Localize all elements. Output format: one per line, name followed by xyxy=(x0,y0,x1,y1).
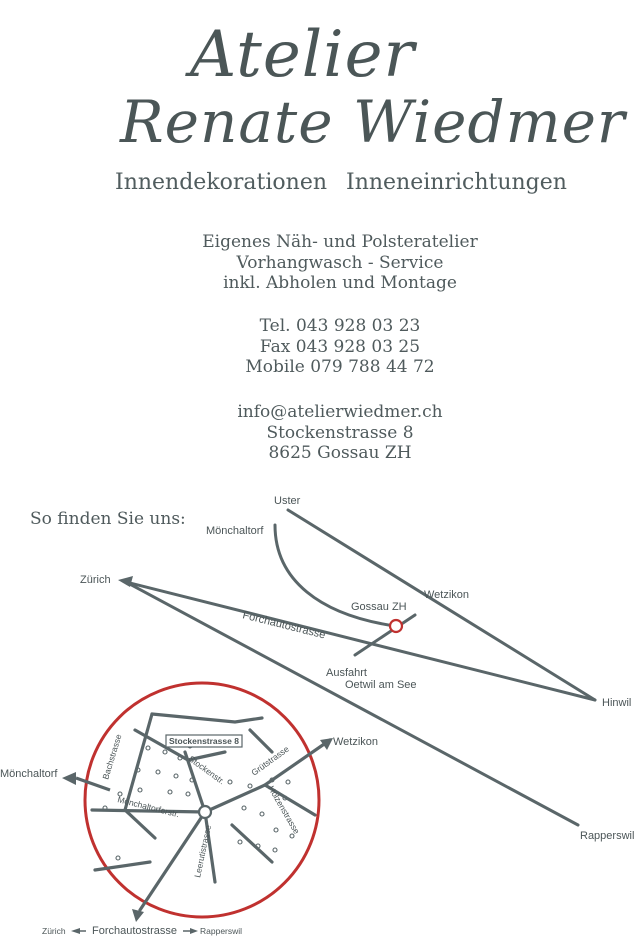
logo-atelier-text: Atelier xyxy=(190,18,416,92)
label-holzenstrasse: Holzenstrasse xyxy=(266,784,302,836)
label-ausfahrt: Ausfahrt xyxy=(326,667,367,679)
email-link[interactable]: info@atelierwiedmer.ch xyxy=(237,402,443,422)
label-gruetstrasse: Grütstrasse xyxy=(249,743,291,778)
arrow-moenchaltorf xyxy=(62,772,76,785)
tagline-innendekorationen: Innendekorationen xyxy=(115,170,328,195)
label-forchautostrasse: Forchautostrasse xyxy=(241,609,327,642)
detail-map xyxy=(62,683,333,922)
label-leerutistrasse: Leerutistrasse xyxy=(192,824,214,879)
detail-label-moenchaltorf: Mönchaltorf xyxy=(0,768,58,780)
label-stockenstrasse-8: Stockenstrasse 8 xyxy=(169,736,239,746)
label-moenchaltorferstr: Mönchaltorferstr. xyxy=(116,794,181,820)
legend-rapperswil: Rapperswil xyxy=(200,926,243,936)
directions-heading: So finden Sie uns: xyxy=(30,509,186,529)
arrow-forchautostrasse xyxy=(132,909,144,922)
label-gossau: Gossau ZH xyxy=(351,601,407,613)
label-oetwil: Oetwil am See xyxy=(345,679,417,691)
label-zuerich: Zürich xyxy=(80,574,111,586)
services-block xyxy=(0,232,641,294)
mobile-number: Mobile 079 788 44 72 xyxy=(245,357,435,377)
street-address: Stockenstrasse 8 xyxy=(266,422,414,443)
phone-number: Tel. 043 928 03 23 xyxy=(259,316,421,336)
label-rapperswil: Rapperswil xyxy=(580,830,635,842)
gossau-marker xyxy=(390,620,402,632)
label-uster: Uster xyxy=(274,495,301,507)
label-moenchaltorf: Mönchaltorf xyxy=(206,525,264,537)
atelier-logo xyxy=(0,0,641,210)
detail-label-wetzikon: Wetzikon xyxy=(333,736,379,748)
service-line: Vorhangwasch - Service xyxy=(236,252,444,273)
label-wetzikon: Wetzikon xyxy=(424,589,470,601)
tagline-inneneinrichtungen: Inneneinrichtungen xyxy=(346,170,567,195)
roundabout-marker xyxy=(199,806,211,818)
legend-forchautostrasse: Forchautostrasse xyxy=(92,925,177,937)
service-line: inkl. Abholen und Montage xyxy=(223,273,457,293)
city-address: 8625 Gossau ZH xyxy=(268,443,412,463)
contact-block xyxy=(0,316,641,378)
label-stockenstr: Stockenstr. xyxy=(186,753,227,787)
fax-number: Fax 043 928 03 25 xyxy=(259,336,421,357)
legend-zuerich: Zürich xyxy=(42,926,66,936)
label-hinwil: Hinwil xyxy=(602,697,632,709)
service-line: Eigenes Näh- und Polsteratelier xyxy=(202,232,478,252)
label-bachstrasse: Bachstrasse xyxy=(100,732,124,781)
directions-map xyxy=(0,490,641,937)
address-block xyxy=(0,402,641,464)
logo-name-text: Renate Wiedmer xyxy=(120,88,626,156)
